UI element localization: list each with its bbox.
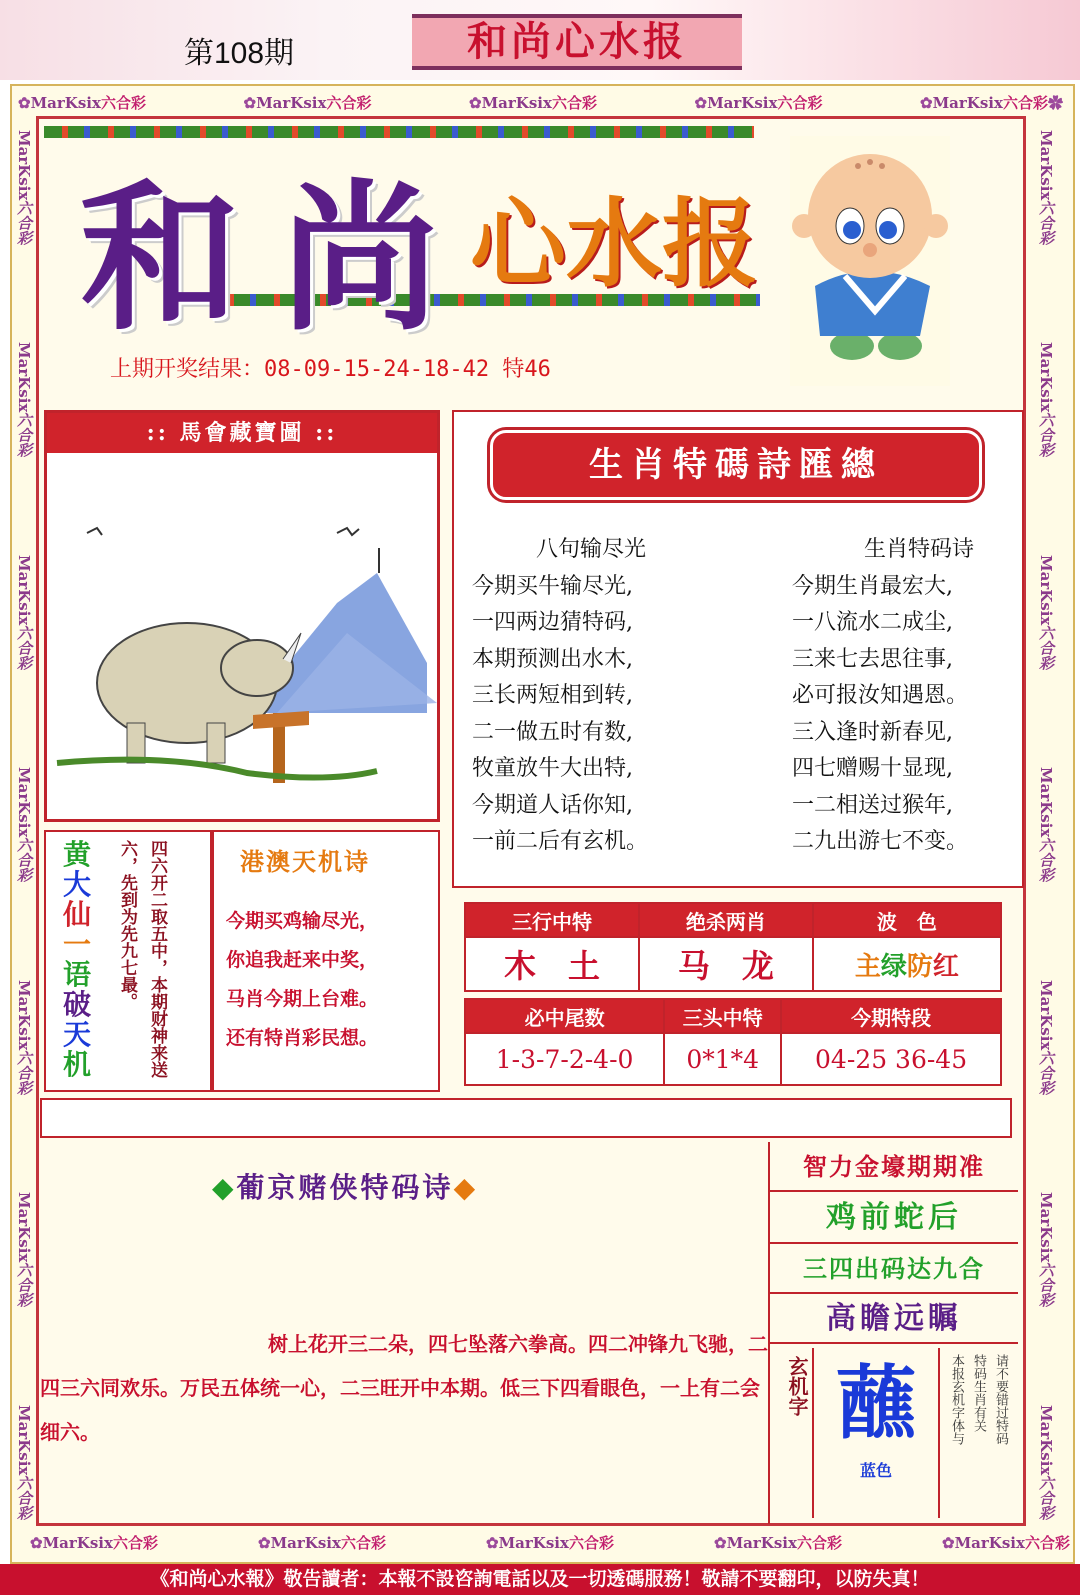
- poem-line: 今期道人话你知,: [472, 792, 633, 818]
- poem-line: 本期预测出水木,: [472, 646, 633, 672]
- table-header: 三头中特: [664, 999, 781, 1033]
- poem-line: 四七赠赐十显现,: [792, 756, 953, 781]
- watermark: ✿MarKsix六合彩: [694, 94, 823, 112]
- bottom-poem-text: 树上花开三二朵，四七坠落六拳高。四二冲锋九飞驰，二四三六同欢乐。万民五体统一心，二三旺开中本期。低三下四看眼色，一上有二会细六。: [40, 1332, 768, 1444]
- table-header: 绝杀两肖: [639, 903, 813, 937]
- xuanji-box: [812, 1348, 940, 1518]
- poem-line: 必可报汝知遇恩。: [792, 683, 969, 708]
- masthead-title: 和尚心水报: [412, 14, 742, 70]
- poem-line: 二一做五时有数,: [472, 719, 633, 745]
- table-cell: 04-25 36-45: [781, 1033, 1001, 1085]
- table-cell: 1-3-7-2-4-0: [465, 1033, 664, 1085]
- watermark: MarKsix六合彩: [15, 130, 33, 246]
- watermark: ✿MarKsix六合彩: [243, 94, 372, 112]
- watermark: ✿MarKsix六合彩: [714, 1534, 842, 1552]
- watermark: ✿MarKsix六合彩: [486, 1534, 614, 1552]
- watermark: MarKsix六合彩: [15, 1192, 33, 1308]
- prediction-table-2: [464, 998, 1002, 1086]
- watermark: MarKsix六合彩: [15, 979, 33, 1096]
- right-line: 高瞻远瞩: [770, 1294, 1018, 1344]
- rhino-illustration: [47, 453, 437, 813]
- poem-left: [472, 532, 712, 861]
- poem-right: [792, 532, 1018, 861]
- table-header: 波 色: [813, 903, 1001, 937]
- huang-title: 黄 大 仙 一 语 破 天 机: [62, 838, 91, 1081]
- watermark: ✿MarKsix六合彩: [942, 1534, 1070, 1552]
- huang-text: 四六开二取五中，本期财神来送六，先到为先九七最。: [117, 840, 167, 1078]
- watermark: MarKsix六合彩: [15, 342, 33, 458]
- diamond-icon: ◆: [453, 1171, 479, 1204]
- right-line: 智力金壕期期准: [770, 1142, 1018, 1192]
- table-cell-color: 主绿防红: [813, 937, 1001, 991]
- watermark: ✿MarKsix六合彩: [469, 94, 597, 112]
- monk-mascot: [790, 136, 950, 386]
- poem-line: 一二相送过猴年,: [792, 792, 953, 818]
- poem-line: 三入逢时新春见,: [792, 719, 953, 745]
- table-cell: 木 土: [465, 937, 639, 991]
- poem-line: 三长两短相到转,: [472, 683, 633, 708]
- right-column: [768, 1142, 1018, 1524]
- watermark: MarKsix六合彩: [1037, 130, 1055, 246]
- poem-line: 今期生肖最宏大,: [792, 573, 953, 599]
- poem-line: 一八流水二成尘,: [792, 610, 953, 635]
- watermark: MarKsix六合彩: [1037, 1404, 1055, 1520]
- watermark: MarKsix六合彩: [1037, 1192, 1055, 1308]
- divider-strip: [40, 1098, 1012, 1138]
- poem-right-title: 生肖特码诗: [864, 537, 975, 562]
- xuanji-label: 玄机字: [785, 1356, 809, 1416]
- poem-line: 三来七去思往事,: [792, 646, 953, 672]
- last-draw-result: 上期开奖结果：08-09-15-24-18-42 特46: [110, 357, 551, 382]
- watermark-strip-bottom: [30, 1532, 1070, 1554]
- banner-shang: 尚: [280, 164, 441, 352]
- poem-left-title: 八句输尽光: [536, 537, 647, 562]
- watermark: MarKsix六合彩: [1037, 342, 1055, 458]
- poem-line: 牧童放牛大出特,: [472, 756, 633, 781]
- prediction-table-1: [464, 902, 1002, 992]
- watermark-strip-left: [14, 130, 35, 1520]
- watermark: ✿MarKsix六合彩✿: [920, 94, 1063, 112]
- poem-line: 一前二后有玄机。: [472, 829, 649, 854]
- table-cell: 0*1*4: [664, 1033, 781, 1085]
- right-line: 三四出码达九合: [770, 1244, 1018, 1294]
- watermark: ✿MarKsix六合彩: [258, 1534, 386, 1552]
- xuanji-color: 蓝色: [859, 1461, 892, 1480]
- table-header: 今期特段: [781, 999, 1001, 1033]
- watermark-strip-top: [18, 92, 1063, 114]
- right-line: 鸡前蛇后: [770, 1192, 1018, 1244]
- watermark-strip-right: [1036, 130, 1057, 1520]
- bottom-poem-title: ◆葡京赌侠特码诗◆: [212, 1171, 479, 1204]
- gangao-title: 港澳天机诗: [240, 847, 370, 876]
- watermark: MarKsix六合彩: [1037, 767, 1055, 883]
- issue-number: 第108期: [184, 37, 295, 70]
- poem-line: 二九出游七不变。: [792, 829, 969, 854]
- xuanji-char: 蘸: [836, 1356, 916, 1450]
- poem-line: 今期买牛输尽光,: [472, 573, 633, 599]
- table-header: 必中尾数: [465, 999, 664, 1033]
- watermark: MarKsix六合彩: [15, 1404, 33, 1520]
- watermark: MarKsix六合彩: [15, 554, 33, 671]
- diamond-icon: ◆: [212, 1171, 237, 1204]
- treasure-map-panel: [44, 410, 440, 822]
- watermark: MarKsix六合彩: [1037, 979, 1055, 1096]
- zodiac-poem-banner: 生肖特碼詩匯總: [490, 430, 982, 500]
- footer-notice: 《和尚心水報》敬告讀者：本報不設咨詢電話以及一切透碼服務！敬請不要翻印，以防失真！: [0, 1564, 1080, 1595]
- table-header: 三行中特: [465, 903, 639, 937]
- xuanji-notes: 请不要错过特码 特码生肖有关 本报玄机字体与: [949, 1354, 1008, 1445]
- banner-he: 和: [80, 164, 241, 352]
- watermark: ✿MarKsix六合彩: [30, 1534, 158, 1552]
- poem-line: 一四两边猜特码,: [472, 610, 633, 635]
- banner-xinshuibao: 心水报: [470, 187, 758, 300]
- watermark: MarKsix六合彩: [15, 767, 33, 883]
- gangao-poem: 今期买鸡输尽光， 你追我赶来中奖， 马肖今期上台难。 还有特肖彩民想。: [226, 910, 379, 1049]
- table-cell: 马 龙: [639, 937, 813, 991]
- treasure-map-title: :: 馬會藏寶圖 ::: [47, 413, 437, 453]
- watermark: ✿MarKsix六合彩: [18, 94, 146, 112]
- watermark: MarKsix六合彩: [1037, 554, 1055, 671]
